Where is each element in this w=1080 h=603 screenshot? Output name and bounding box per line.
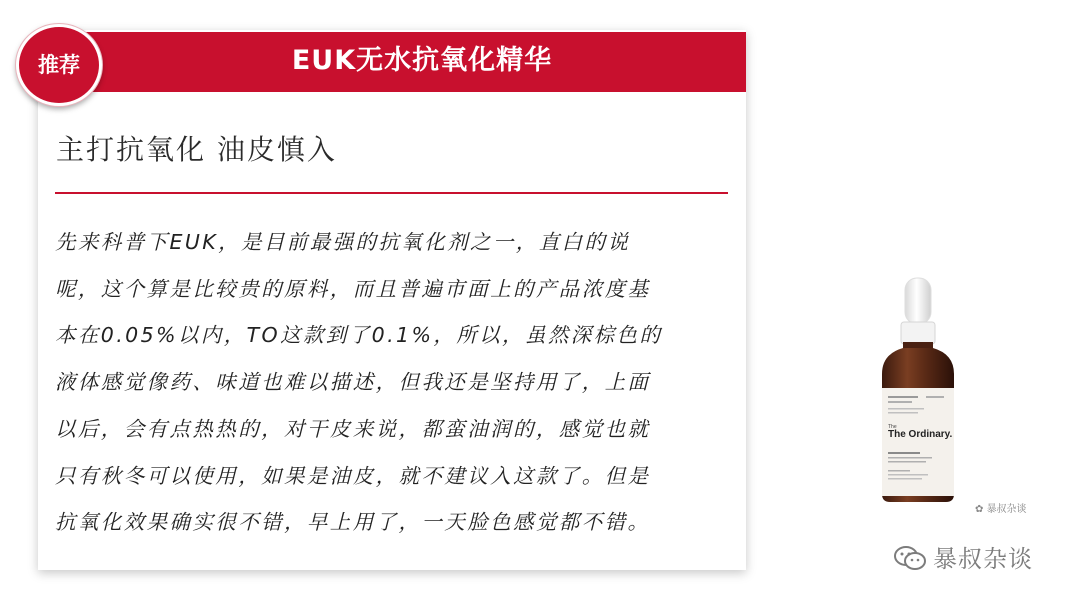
wechat-icon [893, 545, 927, 571]
body-line: 液体感觉像药、味道也难以描述，但我还是坚持用了，上面 [55, 370, 651, 395]
body-line: 以后，会有点热热的，对干皮来说，都蛮油润的，感觉也就 [55, 416, 651, 441]
body-line: 先来科普下EUK，是目前最强的抗氧化剂之一，直白的说 [55, 230, 631, 254]
body-line: 呢，这个算是比较贵的原料，而且普遍市面上的产品浓度基 [55, 276, 651, 301]
divider [55, 192, 728, 194]
watermark-label: 暴叔杂谈 [933, 545, 1033, 573]
body-text [55, 219, 715, 546]
product-brand-text: The Ordinary. [888, 429, 953, 440]
watermark-small-label: 暴叔杂谈 [986, 504, 1027, 515]
body-line: 本在0.05%以内，TO这款到了0.1%，所以，虽然深棕色的 [55, 323, 663, 348]
wechat-icon-small: ✿ [975, 504, 987, 515]
recommend-badge: 推荐 [16, 24, 102, 106]
watermark-small [975, 500, 1027, 515]
header-title: EUK无水抗氧化精华 [291, 45, 553, 76]
watermark [893, 539, 1033, 574]
header-bar [38, 32, 746, 92]
subtitle: 主打抗氧化 油皮慎入 [56, 133, 337, 166]
svg-text:The: The [888, 424, 897, 430]
product-image [878, 276, 958, 506]
body-line: 只有秋冬可以使用，如果是油皮，就不建议入这款了。但是 [55, 463, 651, 488]
body-line: 抗氧化效果确实很不错，早上用了，一天脸色感觉都不错。 [55, 510, 651, 535]
